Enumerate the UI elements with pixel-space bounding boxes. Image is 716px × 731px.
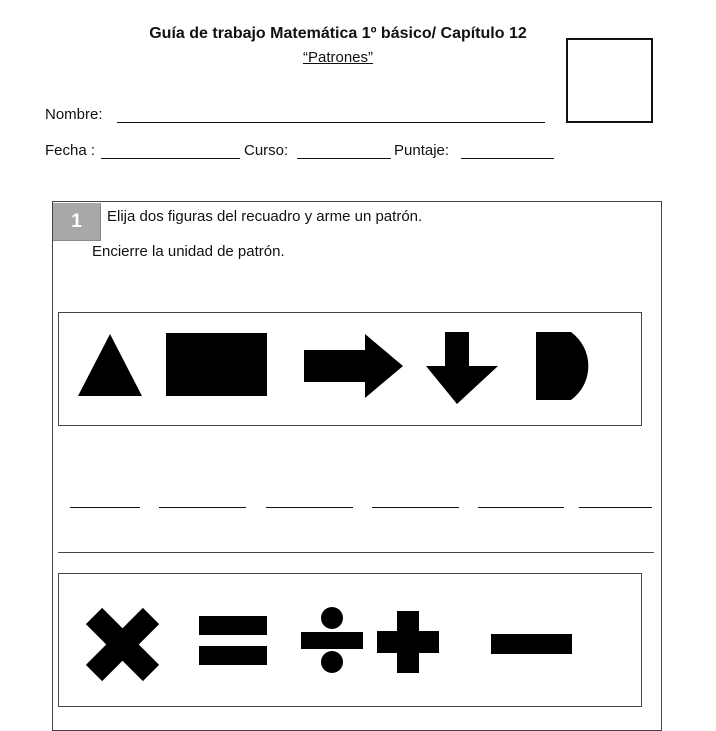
answer-blank-3[interactable] [266,507,353,508]
puntaje-label: Puntaje: [394,142,450,159]
divide-icon [301,607,363,673]
answer-blank-6[interactable] [579,507,652,508]
shapes-geometric-svg [58,312,642,426]
worksheet-subtitle: “Patrones” [302,49,374,66]
answer-blank-5[interactable] [478,507,564,508]
score-box [566,38,653,123]
answer-blank-4[interactable] [372,507,459,508]
rectangle-icon [166,333,267,396]
shapes-symbols-svg [58,573,642,707]
triangle-icon [78,334,142,396]
answer-blank-1[interactable] [70,507,140,508]
puntaje-line[interactable] [461,158,554,159]
section-divider [58,552,654,553]
fecha-label: Fecha : [45,142,96,159]
exercise-number-badge: 1 [53,203,101,241]
exercise-instruction: Elija dos figuras del recuadro y arme un patrón. [107,208,423,225]
multiply-icon [94,616,151,673]
curso-line[interactable] [297,158,391,159]
nombre-line[interactable] [117,122,545,123]
nombre-label: Nombre: [45,106,103,123]
answer-blank-2[interactable] [159,507,246,508]
d-shape-icon [536,332,588,400]
arrow-right-icon [304,334,403,398]
plus-icon [377,611,439,673]
arrow-down-icon [426,332,498,404]
minus-icon [491,634,572,654]
curso-label: Curso: [244,142,289,159]
fecha-line[interactable] [101,158,240,159]
equals-icon [199,616,267,665]
exercise-sub-instruction: Encierre la unidad de patrón. [92,243,285,260]
worksheet-title: Guía de trabajo Matemática 1º básico/ Capítulo 12 [149,25,527,42]
